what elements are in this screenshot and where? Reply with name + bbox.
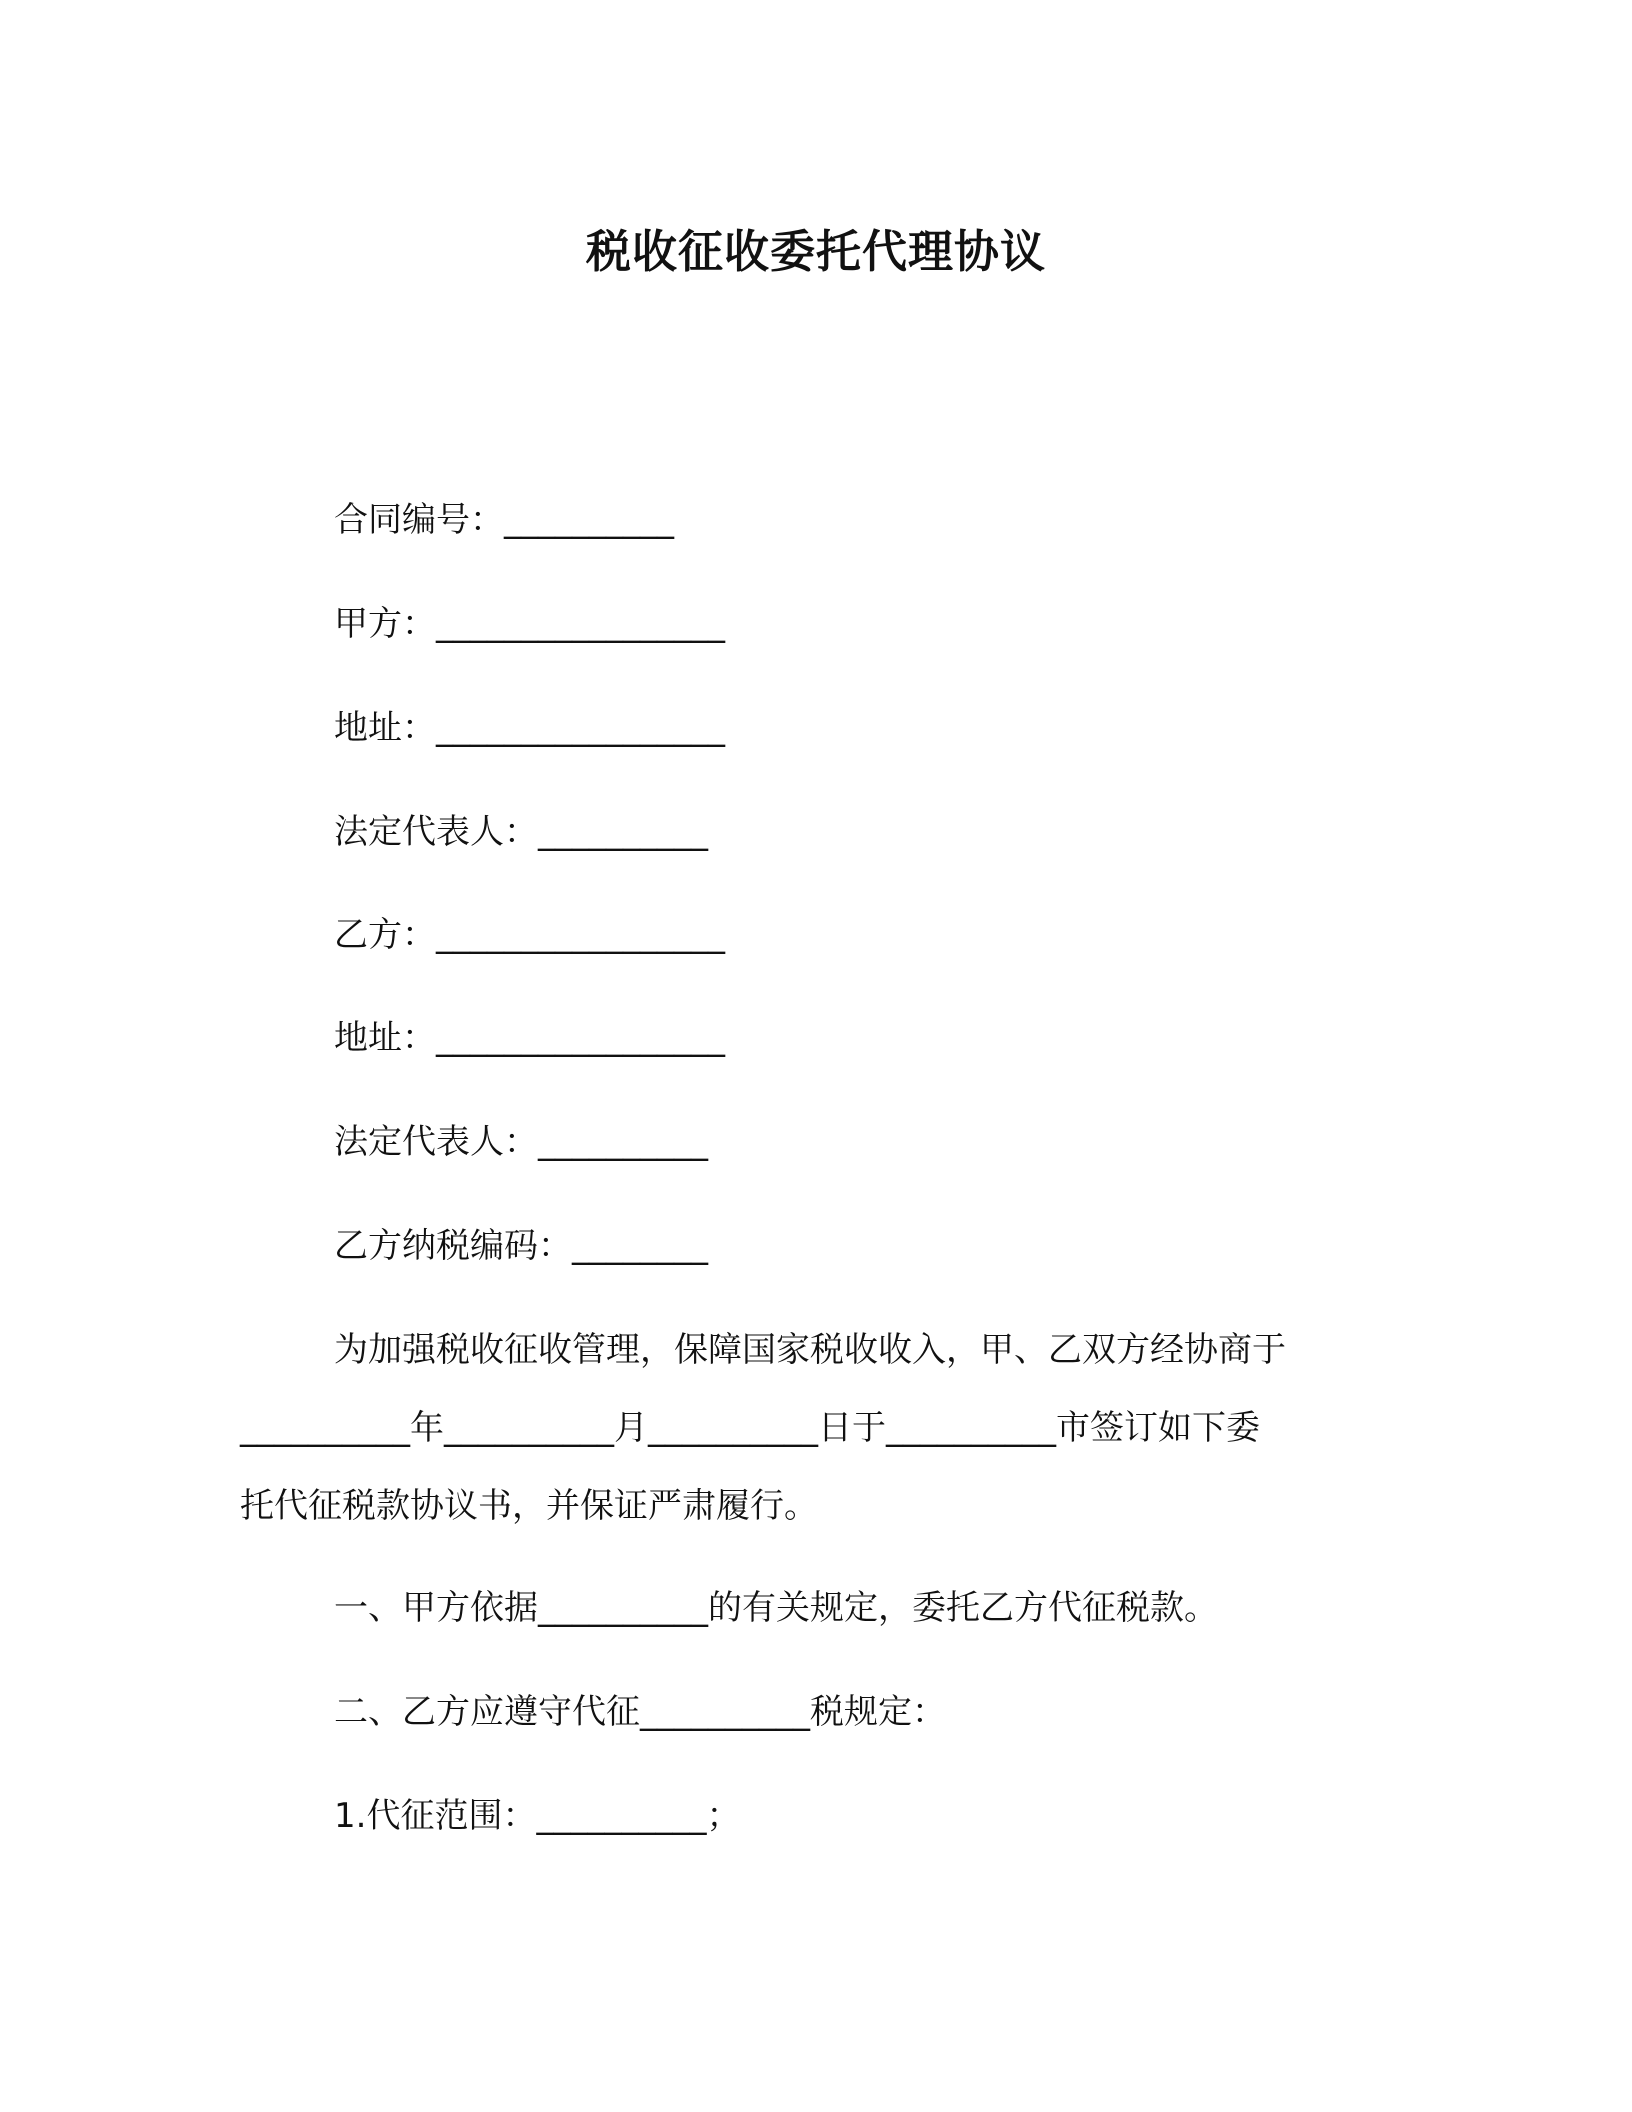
clause-1: 一、甲方依据__________的有关规定，委托乙方代征税款。 [334, 1588, 1218, 1628]
intro-line-3: 托代征税款协议书，并保证严肃履行。 [240, 1486, 818, 1526]
contract-number-field: 合同编号：__________ [334, 500, 674, 540]
clause-2: 二、乙方应遵守代征__________税规定： [334, 1692, 946, 1732]
party-b-field: 乙方：_________________ [334, 915, 725, 955]
intro-line-2: __________年__________月__________日于__________市签订如下委 [240, 1408, 1260, 1448]
party-a-address-field: 地址：_________________ [334, 708, 725, 748]
party-b-address-field: 地址：_________________ [334, 1018, 725, 1058]
intro-line-1: 为加强税收征收管理，保障国家税收收入，甲、乙双方经协商于 [334, 1330, 1286, 1370]
party-b-legal-rep-field: 法定代表人：__________ [334, 1122, 708, 1162]
party-b-tax-code-field: 乙方纳税编码：________ [334, 1226, 708, 1266]
party-a-field: 甲方：_________________ [334, 604, 725, 644]
clause-2-item-1: 1.代征范围：__________； [334, 1796, 741, 1836]
party-a-legal-rep-field: 法定代表人：__________ [334, 812, 708, 852]
document-title: 税收征收委托代理协议 [585, 225, 1046, 278]
